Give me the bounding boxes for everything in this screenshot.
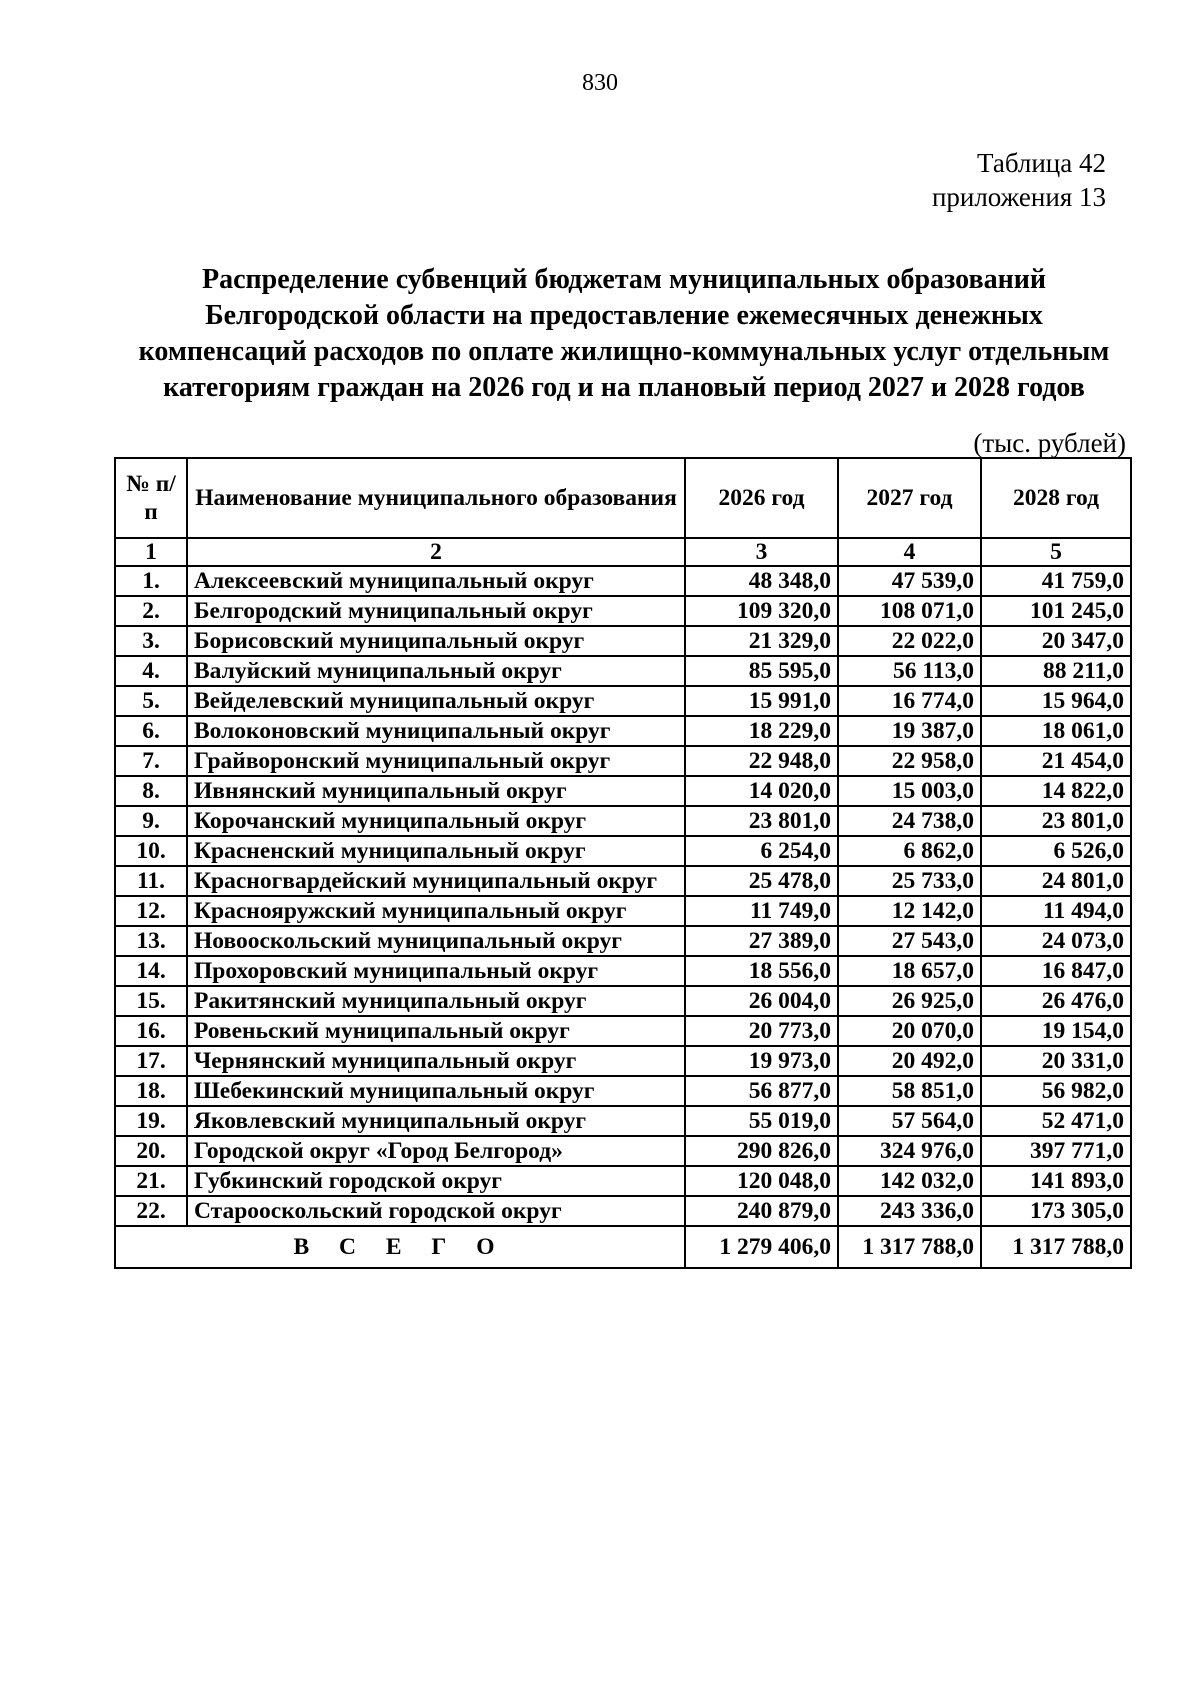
row-number: 13. xyxy=(115,926,187,956)
value-2026: 85 595,0 xyxy=(685,656,838,686)
table-header-row xyxy=(115,458,1131,538)
table-row xyxy=(115,956,1131,986)
value-2026: 240 879,0 xyxy=(685,1196,838,1226)
municipality-name: Корочанский муниципальный округ xyxy=(187,806,685,836)
value-2027: 20 492,0 xyxy=(838,1046,981,1076)
value-2027: 16 774,0 xyxy=(838,686,981,716)
total-2026: 1 279 406,0 xyxy=(685,1226,838,1268)
table-row xyxy=(115,1106,1131,1136)
value-2027: 108 071,0 xyxy=(838,596,981,626)
row-number: 8. xyxy=(115,776,187,806)
row-number: 20. xyxy=(115,1136,187,1166)
value-2028: 24 801,0 xyxy=(981,866,1131,896)
row-number: 5. xyxy=(115,686,187,716)
subvention-table xyxy=(114,457,1132,1269)
value-2026: 25 478,0 xyxy=(685,866,838,896)
title-line: Распределение субвенций бюджетам муниципальных образований xyxy=(202,264,1046,295)
value-2027: 12 142,0 xyxy=(838,896,981,926)
value-2028: 14 822,0 xyxy=(981,776,1131,806)
value-2028: 23 801,0 xyxy=(981,806,1131,836)
value-2027: 24 738,0 xyxy=(838,806,981,836)
row-number: 19. xyxy=(115,1106,187,1136)
municipality-name: Борисовский муниципальный округ xyxy=(187,626,685,656)
row-number: 18. xyxy=(115,1076,187,1106)
municipality-name: Ровеньский муниципальный округ xyxy=(187,1016,685,1046)
value-2028: 18 061,0 xyxy=(981,716,1131,746)
value-2026: 14 020,0 xyxy=(685,776,838,806)
value-2026: 290 826,0 xyxy=(685,1136,838,1166)
total-2028: 1 317 788,0 xyxy=(981,1226,1131,1268)
value-2027: 47 539,0 xyxy=(838,566,981,596)
value-2028: 397 771,0 xyxy=(981,1136,1131,1166)
value-2026: 19 973,0 xyxy=(685,1046,838,1076)
value-2027: 243 336,0 xyxy=(838,1196,981,1226)
value-2028: 11 494,0 xyxy=(981,896,1131,926)
row-number: 15. xyxy=(115,986,187,1016)
row-number: 11. xyxy=(115,866,187,896)
table-row xyxy=(115,716,1131,746)
municipality-name: Чернянский муниципальный округ xyxy=(187,1046,685,1076)
municipality-name: Белгородский муниципальный округ xyxy=(187,596,685,626)
municipality-name: Губкинский городской округ xyxy=(187,1166,685,1196)
municipality-name: Новооскольский муниципальный округ xyxy=(187,926,685,956)
column-number: 1 xyxy=(115,538,187,566)
table-row xyxy=(115,986,1131,1016)
table-row xyxy=(115,806,1131,836)
appendix-table-label: Таблица 42 xyxy=(977,148,1106,178)
table-row xyxy=(115,866,1131,896)
municipality-name: Старооскольский городской округ xyxy=(187,1196,685,1226)
value-2028: 16 847,0 xyxy=(981,956,1131,986)
value-2026: 26 004,0 xyxy=(685,986,838,1016)
table-row xyxy=(115,566,1131,596)
table-row xyxy=(115,1016,1131,1046)
value-2026: 11 749,0 xyxy=(685,896,838,926)
value-2027: 19 387,0 xyxy=(838,716,981,746)
row-number: 22. xyxy=(115,1196,187,1226)
municipality-name: Красненский муниципальный округ xyxy=(187,836,685,866)
value-2027: 142 032,0 xyxy=(838,1166,981,1196)
table-row xyxy=(115,1166,1131,1196)
row-number: 10. xyxy=(115,836,187,866)
title-line: категориям граждан на 2026 год и на плановый период 2027 и 2028 годов xyxy=(163,372,1085,403)
header-number: № п/п xyxy=(115,458,187,538)
municipality-name: Прохоровский муниципальный округ xyxy=(187,956,685,986)
value-2028: 26 476,0 xyxy=(981,986,1131,1016)
value-2027: 57 564,0 xyxy=(838,1106,981,1136)
value-2028: 88 211,0 xyxy=(981,656,1131,686)
row-number: 7. xyxy=(115,746,187,776)
value-2027: 324 976,0 xyxy=(838,1136,981,1166)
page-number: 830 xyxy=(582,70,618,96)
municipality-name: Волоконовский муниципальный округ xyxy=(187,716,685,746)
value-2027: 22 958,0 xyxy=(838,746,981,776)
table-row xyxy=(115,746,1131,776)
units-label: (тыс. рублей) xyxy=(973,428,1126,458)
title-line: Белгородской области на предоставление ежемесячных денежных xyxy=(205,300,1043,331)
value-2028: 20 331,0 xyxy=(981,1046,1131,1076)
value-2028: 21 454,0 xyxy=(981,746,1131,776)
column-number-row xyxy=(115,538,1131,566)
value-2026: 23 801,0 xyxy=(685,806,838,836)
municipality-name: Валуйский муниципальный округ xyxy=(187,656,685,686)
value-2028: 41 759,0 xyxy=(981,566,1131,596)
table-row xyxy=(115,1046,1131,1076)
table-row xyxy=(115,596,1131,626)
municipality-name: Яковлевский муниципальный округ xyxy=(187,1106,685,1136)
value-2028: 15 964,0 xyxy=(981,686,1131,716)
table-row xyxy=(115,776,1131,806)
row-number: 2. xyxy=(115,596,187,626)
value-2026: 48 348,0 xyxy=(685,566,838,596)
municipality-name: Шебекинский муниципальный округ xyxy=(187,1076,685,1106)
header-2026: 2026 год xyxy=(685,458,838,538)
column-number: 5 xyxy=(981,538,1131,566)
row-number: 16. xyxy=(115,1016,187,1046)
value-2028: 173 305,0 xyxy=(981,1196,1131,1226)
value-2028: 20 347,0 xyxy=(981,626,1131,656)
value-2027: 27 543,0 xyxy=(838,926,981,956)
table-row xyxy=(115,896,1131,926)
value-2026: 55 019,0 xyxy=(685,1106,838,1136)
table-row xyxy=(115,1076,1131,1106)
header-2027: 2027 год xyxy=(838,458,981,538)
value-2028: 6 526,0 xyxy=(981,836,1131,866)
municipality-name: Ивнянский муниципальный округ xyxy=(187,776,685,806)
value-2026: 120 048,0 xyxy=(685,1166,838,1196)
value-2026: 22 948,0 xyxy=(685,746,838,776)
value-2027: 22 022,0 xyxy=(838,626,981,656)
municipality-name: Ракитянский муниципальный округ xyxy=(187,986,685,1016)
row-number: 9. xyxy=(115,806,187,836)
value-2026: 18 229,0 xyxy=(685,716,838,746)
row-number: 12. xyxy=(115,896,187,926)
value-2026: 21 329,0 xyxy=(685,626,838,656)
municipality-name: Краснояружский муниципальный округ xyxy=(187,896,685,926)
municipality-name: Красногвардейский муниципальный округ xyxy=(187,866,685,896)
table-row xyxy=(115,656,1131,686)
total-label: В С Е Г О xyxy=(115,1226,685,1268)
value-2027: 56 113,0 xyxy=(838,656,981,686)
total-row xyxy=(115,1226,1131,1268)
total-2027: 1 317 788,0 xyxy=(838,1226,981,1268)
appendix-annex-label: приложения 13 xyxy=(931,182,1106,212)
value-2026: 18 556,0 xyxy=(685,956,838,986)
value-2027: 6 862,0 xyxy=(838,836,981,866)
table-row xyxy=(115,686,1131,716)
value-2027: 25 733,0 xyxy=(838,866,981,896)
column-number: 4 xyxy=(838,538,981,566)
column-number: 2 xyxy=(187,538,685,566)
value-2027: 26 925,0 xyxy=(838,986,981,1016)
municipality-name: Алексеевский муниципальный округ xyxy=(187,566,685,596)
table-row xyxy=(115,1136,1131,1166)
table-body xyxy=(115,566,1131,1226)
value-2026: 56 877,0 xyxy=(685,1076,838,1106)
row-number: 3. xyxy=(115,626,187,656)
row-number: 21. xyxy=(115,1166,187,1196)
table-row xyxy=(115,1196,1131,1226)
value-2028: 19 154,0 xyxy=(981,1016,1131,1046)
row-number: 4. xyxy=(115,656,187,686)
header-name: Наименование муниципального образования xyxy=(187,458,685,538)
value-2028: 101 245,0 xyxy=(981,596,1131,626)
value-2027: 18 657,0 xyxy=(838,956,981,986)
municipality-name: Вейделевский муниципальный округ xyxy=(187,686,685,716)
document-title xyxy=(120,262,1128,406)
municipality-name: Грайворонский муниципальный округ xyxy=(187,746,685,776)
row-number: 14. xyxy=(115,956,187,986)
value-2028: 141 893,0 xyxy=(981,1166,1131,1196)
header-2028: 2028 год xyxy=(981,458,1131,538)
table-row xyxy=(115,926,1131,956)
value-2026: 20 773,0 xyxy=(685,1016,838,1046)
municipality-name: Городской округ «Город Белгород» xyxy=(187,1136,685,1166)
value-2026: 27 389,0 xyxy=(685,926,838,956)
appendix-reference xyxy=(932,146,1106,214)
value-2027: 15 003,0 xyxy=(838,776,981,806)
row-number: 1. xyxy=(115,566,187,596)
value-2026: 6 254,0 xyxy=(685,836,838,866)
value-2028: 52 471,0 xyxy=(981,1106,1131,1136)
value-2027: 58 851,0 xyxy=(838,1076,981,1106)
table-row xyxy=(115,836,1131,866)
value-2027: 20 070,0 xyxy=(838,1016,981,1046)
value-2028: 56 982,0 xyxy=(981,1076,1131,1106)
value-2026: 109 320,0 xyxy=(685,596,838,626)
value-2028: 24 073,0 xyxy=(981,926,1131,956)
table-row xyxy=(115,626,1131,656)
title-line: компенсаций расходов по оплате жилищно-коммунальных услуг отдельным xyxy=(138,336,1110,367)
value-2026: 15 991,0 xyxy=(685,686,838,716)
row-number: 17. xyxy=(115,1046,187,1076)
column-number: 3 xyxy=(685,538,838,566)
row-number: 6. xyxy=(115,716,187,746)
